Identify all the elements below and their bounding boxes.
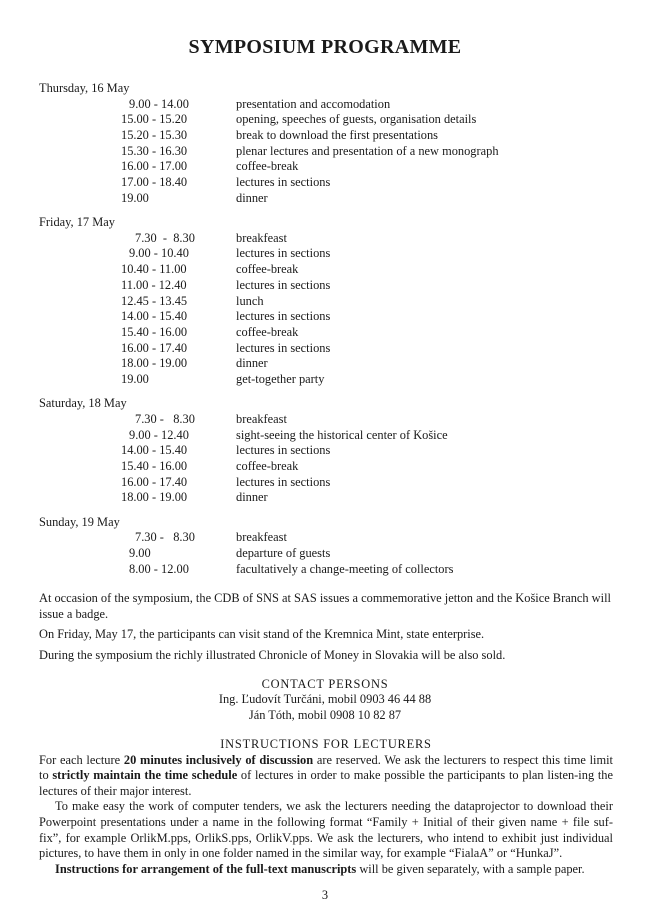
time-slot (39, 97, 236, 113)
time-text: 16.00 - 17.00 (121, 159, 188, 174)
activity: lectures in sections (236, 246, 331, 261)
time-text: 19.00 (121, 371, 149, 386)
instructions-paragraph (39, 753, 613, 800)
time-text: 11.00 - 12.40 (121, 277, 187, 292)
time-slot (39, 278, 236, 294)
schedule-row (39, 128, 619, 144)
text-run: will be given separately, with a sample paper. (356, 861, 585, 876)
activity: dinner (236, 356, 268, 371)
schedule-row (39, 262, 619, 278)
contact-person: Ján Tóth, mobil 0908 10 82 87 (248, 707, 402, 722)
activity: dinner (236, 490, 268, 505)
contact-heading: CONTACT PERSONS (261, 677, 389, 691)
notes-section (39, 591, 613, 668)
activity: coffee-break (236, 159, 299, 174)
time-slot (39, 309, 236, 325)
activity: lectures in sections (236, 175, 331, 190)
time-text: 12.45 - 13.45 (121, 293, 188, 308)
activity: coffee-break (236, 459, 299, 473)
time-slot (39, 175, 236, 191)
note-kremnica-mint: On Friday, May 17, the participants can visit stand of the Kremnica Mint, state enterprise. (39, 627, 485, 642)
instructions-paragraph (39, 862, 613, 878)
activity: plenar lectures and presentation of a new monograph (236, 143, 499, 158)
schedule-row (39, 562, 619, 578)
schedule-row (39, 325, 619, 341)
instructions-section (39, 737, 613, 877)
time-text: 18.00 - 19.00 (121, 490, 188, 505)
contact-persons (0, 677, 650, 723)
time-slot (39, 128, 236, 144)
schedule-row (39, 546, 619, 562)
time-text: 19.00 (121, 190, 149, 205)
day-block (39, 215, 619, 388)
schedule-row (39, 112, 619, 128)
schedule-row (39, 246, 619, 262)
activity: get-together party (236, 371, 325, 386)
schedule-row (39, 144, 619, 160)
activity: lectures in sections (236, 309, 331, 324)
time-text: 15.00 - 15.20 (121, 112, 188, 127)
schedule-row (39, 490, 619, 506)
time-slot (39, 231, 236, 247)
time-text: 8.00 - 12.00 (129, 561, 189, 576)
schedule-row (39, 530, 619, 546)
time-slot (39, 294, 236, 310)
schedule-row (39, 309, 619, 325)
time-slot (39, 112, 236, 128)
activity: break to download the first presentations (236, 128, 438, 143)
time-slot (39, 490, 236, 506)
bold-run: strictly maintain the time schedule (52, 768, 238, 783)
time-text: 7.30 - 8.30 (135, 530, 195, 545)
time-slot (39, 246, 236, 262)
time-text: 16.00 - 17.40 (121, 474, 188, 489)
instructions-heading: INSTRUCTIONS FOR LECTURERS (220, 737, 432, 751)
bold-run: 20 minutes inclusively of discussion (123, 752, 314, 767)
text-run: are reserved. We ask the lecturers to respect this time limit to (39, 752, 613, 783)
time-text: 9.00 (129, 546, 151, 561)
contact-person: Ing. Ľudovít Turčáni, mobil 0903 46 44 88 (218, 692, 432, 707)
instructions-paragraph: To make easy the work of computer tenders, we ask the lecturers needing the dataprojector to download their Powerpoint presentations under a name in the following format “Family + Initial of their given name + file suf-fix”, for example OrlikM.pps, OrlikS.pps, OrlikV.pps. We ask the lecturers, who intend to exhibit just individual pictures, to have them in only in one folder named in the similar way, for example “FialaA” or “HunkaJ”. (39, 799, 613, 861)
schedule-row (39, 459, 619, 475)
time-slot (39, 159, 236, 175)
time-slot (39, 341, 236, 357)
time-text: 14.00 - 15.40 (121, 443, 188, 458)
activity: departure of guests (236, 546, 331, 561)
time-slot (39, 144, 236, 160)
activity: breakfeast (236, 230, 287, 245)
day-block (39, 515, 619, 578)
schedule-row (39, 443, 619, 459)
schedule-row (39, 159, 619, 175)
day-name: Thursday, 16 May (39, 81, 130, 95)
activity: opening, speeches of guests, organisation details (236, 112, 477, 127)
time-text: 15.40 - 16.00 (121, 459, 188, 473)
time-slot (39, 372, 236, 388)
note-jetton: At occasion of the symposium, the CDB of SNS at SAS issues a commemorative jetton and the Košice Branch will issue a badge. (39, 591, 611, 621)
time-slot (39, 428, 236, 444)
schedule-row (39, 175, 619, 191)
activity: lunch (236, 293, 264, 308)
schedule-row (39, 428, 619, 444)
time-text: 9.00 - 10.40 (129, 246, 189, 261)
time-slot (39, 546, 236, 562)
activity: coffee-break (236, 324, 299, 339)
time-text: 14.00 - 15.40 (121, 309, 188, 324)
time-text: 18.00 - 19.00 (121, 356, 188, 371)
schedule-row (39, 294, 619, 310)
schedule-row (39, 191, 619, 207)
time-slot (39, 191, 236, 207)
text-run: For each lecture (39, 752, 124, 767)
time-slot (39, 262, 236, 278)
time-slot (39, 459, 236, 475)
text-run: of lectures in order to make possible the participants to plan listen-ing the lectures of their major interest. (39, 768, 613, 798)
day-block (39, 396, 619, 506)
time-text: 16.00 - 17.40 (121, 340, 188, 355)
activity: lectures in sections (236, 340, 331, 355)
time-text: 9.00 - 12.40 (129, 427, 189, 442)
time-slot (39, 562, 236, 578)
activity: facultatively a change-meeting of collectors (236, 561, 454, 576)
activity: lectures in sections (236, 474, 331, 489)
time-text: 7.30 - 8.30 (135, 411, 195, 426)
activity: coffee-break (236, 262, 299, 277)
schedule-row (39, 412, 619, 428)
day-name: Sunday, 19 May (39, 514, 120, 529)
day-name: Saturday, 18 May (39, 396, 127, 411)
time-text: 9.00 - 14.00 (129, 96, 189, 111)
page-number: 3 (321, 888, 329, 902)
schedule-row (39, 372, 619, 388)
time-text: 15.30 - 16.30 (121, 143, 188, 158)
time-text: 7.30 - 8.30 (135, 230, 195, 245)
activity: sight-seeing the historical center of Košice (236, 427, 448, 442)
schedule-row (39, 278, 619, 294)
activity: presentation and accomodation (236, 96, 391, 111)
schedule-row (39, 341, 619, 357)
activity: lectures in sections (236, 443, 331, 458)
schedule-row (39, 356, 619, 372)
time-slot (39, 325, 236, 341)
page-title: SYMPOSIUM PROGRAMME (188, 36, 462, 58)
activity: dinner (236, 190, 268, 205)
bold-run: Instructions for arrangement of the full-text manuscripts (55, 861, 357, 876)
schedule-row (39, 231, 619, 247)
schedule-row (39, 97, 619, 113)
activity: lectures in sections (236, 277, 331, 292)
schedule-row (39, 475, 619, 491)
day-name: Friday, 17 May (39, 215, 115, 230)
time-text: 17.00 - 18.40 (121, 175, 188, 190)
activity: breakfeast (236, 530, 287, 545)
programme-schedule (39, 81, 619, 586)
time-text: 10.40 - 11.00 (121, 262, 187, 277)
activity: breakfeast (236, 411, 287, 426)
time-slot (39, 412, 236, 428)
time-slot (39, 356, 236, 372)
note-chronicle: During the symposium the richly illustrated Chronicle of Money in Slovakia will be also sold. (39, 647, 506, 662)
time-slot (39, 443, 236, 459)
time-slot (39, 475, 236, 491)
time-text: 15.20 - 15.30 (121, 128, 188, 143)
time-text: 15.40 - 16.00 (121, 324, 188, 339)
time-slot (39, 530, 236, 546)
day-block (39, 81, 619, 207)
